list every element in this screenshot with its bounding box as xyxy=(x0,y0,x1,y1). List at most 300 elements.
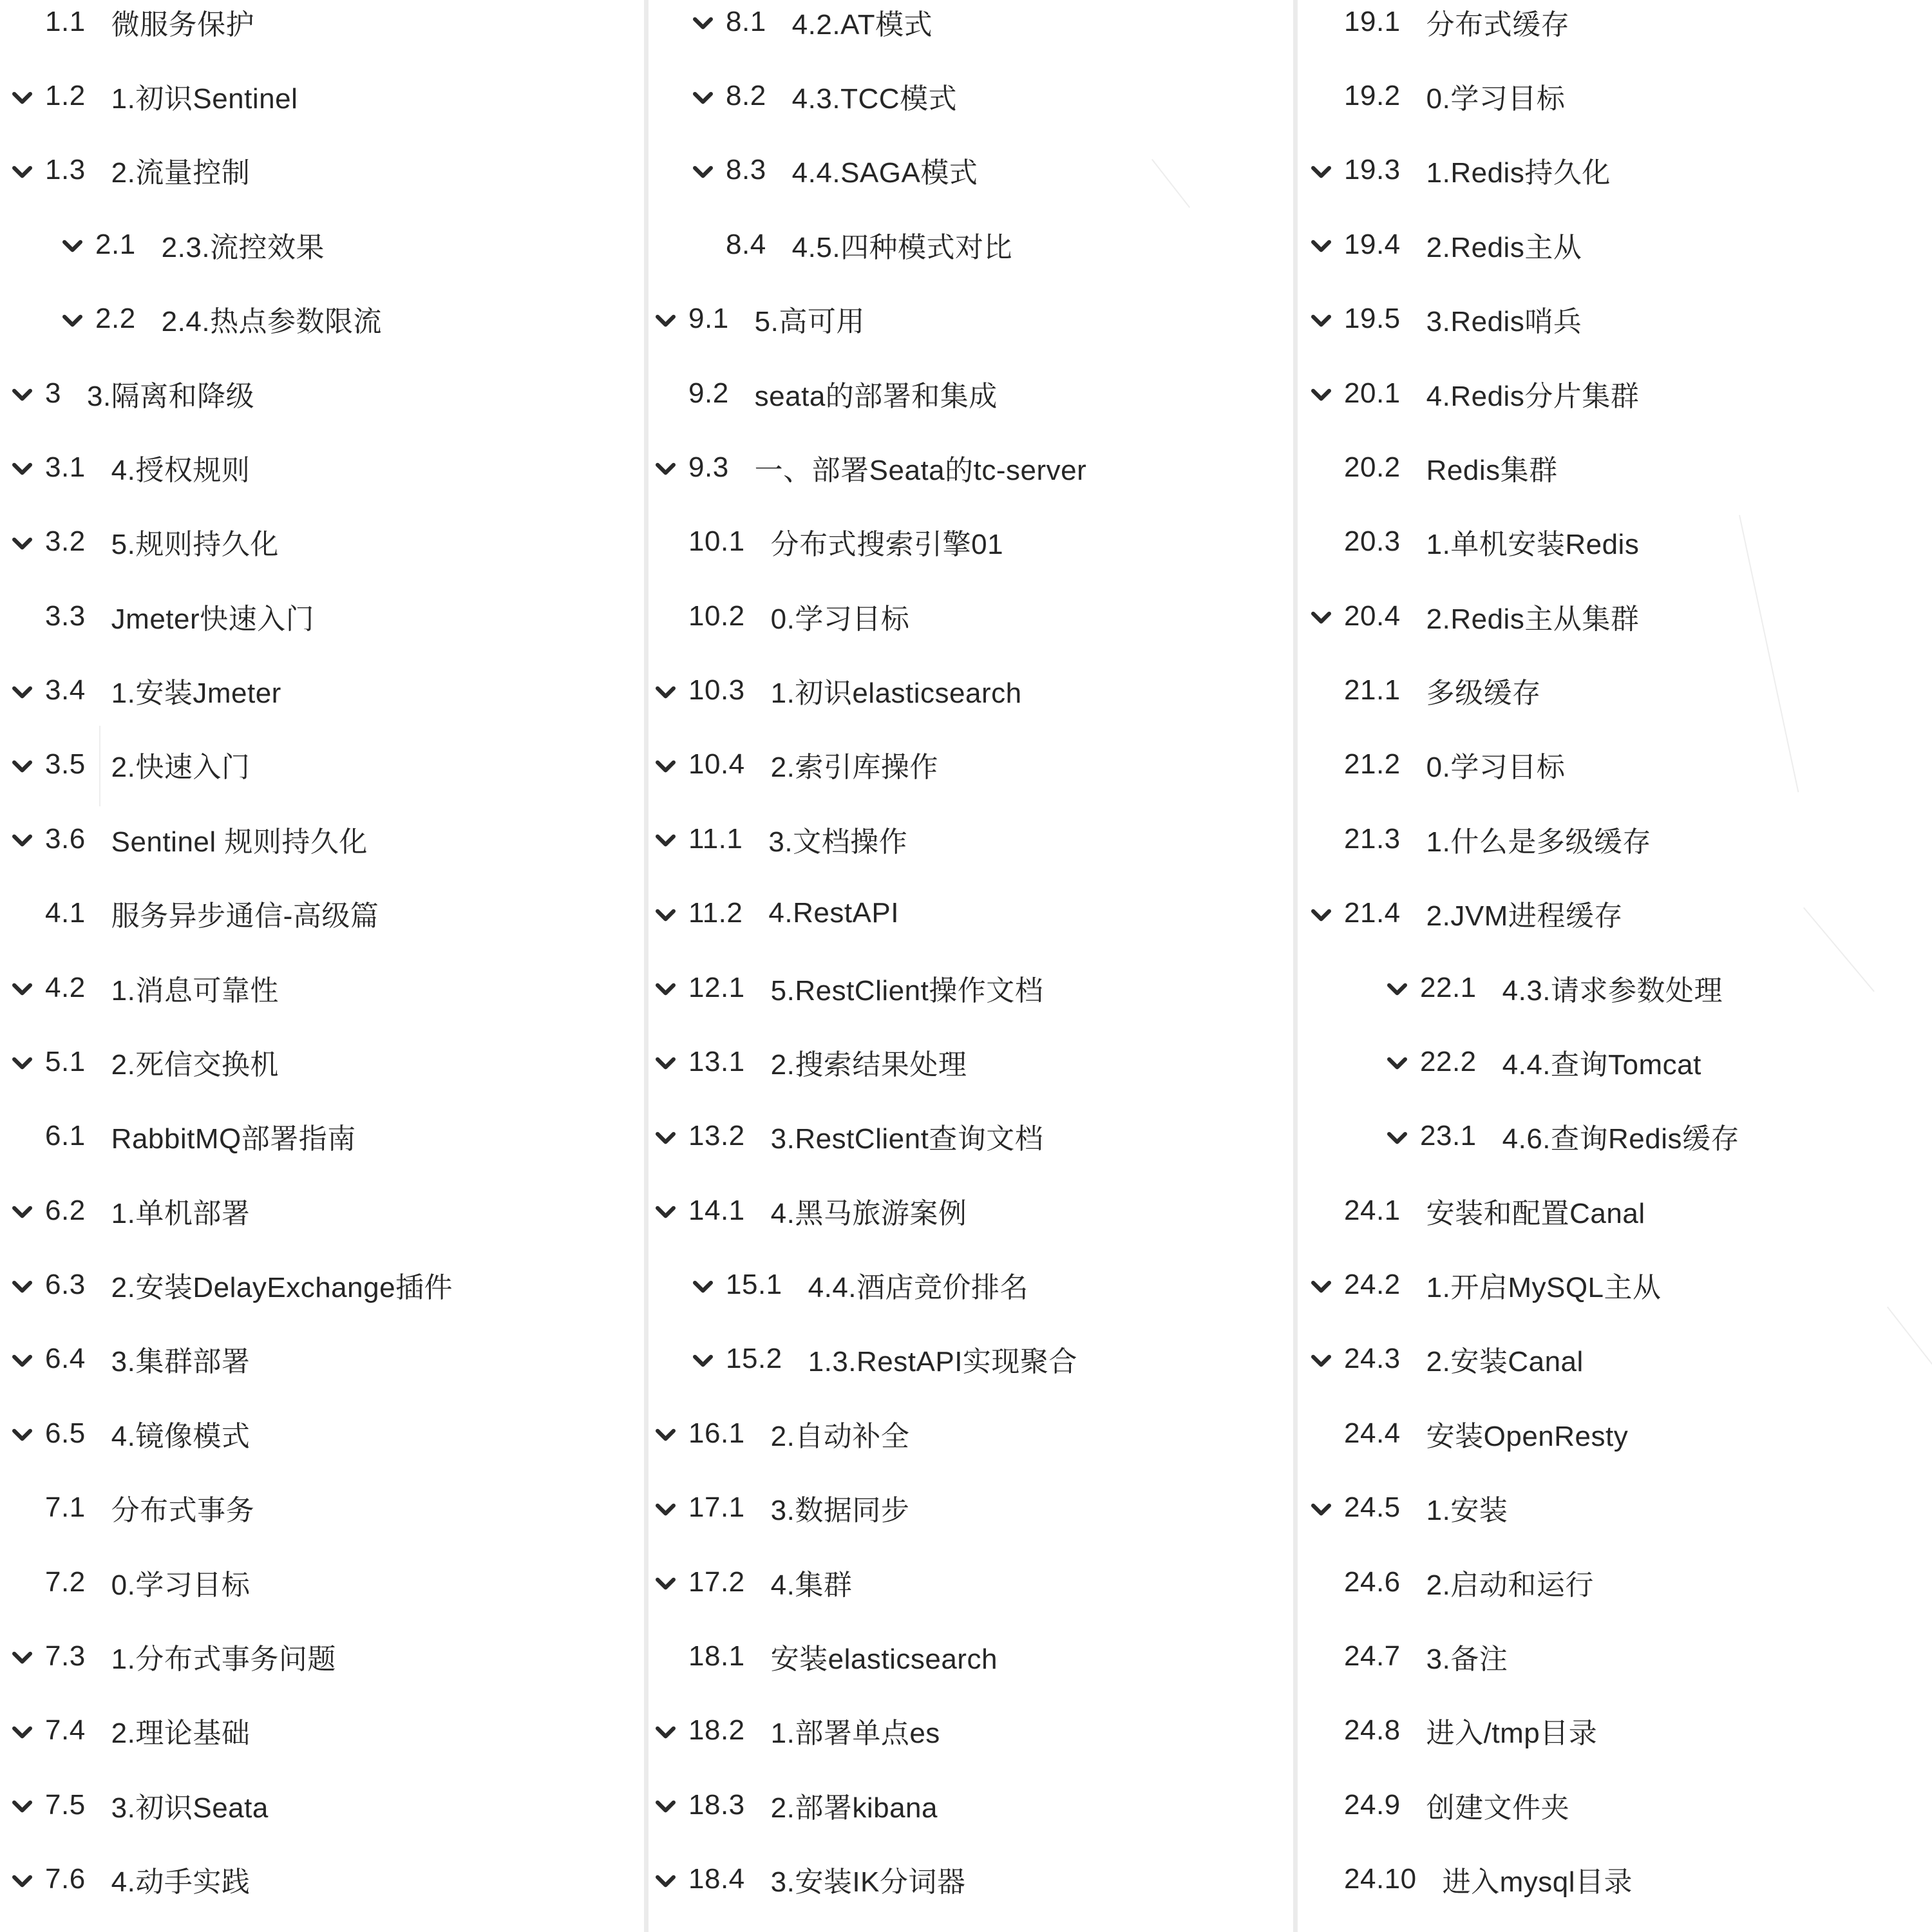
toc-item-title: Redis集群 xyxy=(1426,454,1558,486)
chevron-down-icon[interactable] xyxy=(1311,1503,1344,1517)
toc-item-title: 4.RestAPI xyxy=(768,897,899,929)
toc-item-title: 3.隔离和降级 xyxy=(86,380,255,412)
toc-item-number: 24.5 xyxy=(1344,1492,1401,1524)
chevron-down-icon[interactable] xyxy=(1311,1280,1344,1294)
toc-item[interactable] xyxy=(1311,430,1931,504)
toc-item-number: 3 xyxy=(45,377,61,409)
chevron-down-icon[interactable] xyxy=(12,388,45,402)
toc-item-number: 19.2 xyxy=(1344,80,1401,112)
toc-item-number: 23.1 xyxy=(1420,1120,1477,1152)
toc-item[interactable] xyxy=(655,579,1293,653)
toc-item[interactable] xyxy=(1311,1545,1931,1619)
toc-item-number: 24.1 xyxy=(1344,1194,1401,1226)
toc-item[interactable] xyxy=(1311,0,1931,59)
toc-item[interactable] xyxy=(1311,133,1931,207)
toc-item-number: 10.1 xyxy=(688,526,745,558)
toc-item-number: 11.1 xyxy=(688,822,743,855)
chevron-down-icon[interactable] xyxy=(1311,760,1344,773)
toc-item-number: 1.2 xyxy=(45,80,86,112)
toc-item[interactable] xyxy=(655,1396,1293,1470)
toc-item-number: 15.2 xyxy=(726,1343,782,1375)
toc-item-number: 21.3 xyxy=(1344,822,1401,855)
toc-item-title: 2.安装DelayExchange插件 xyxy=(111,1272,453,1304)
toc-item-number: 24.8 xyxy=(1344,1714,1401,1747)
toc-item-title: 分布式事务 xyxy=(111,1495,255,1527)
toc-item[interactable] xyxy=(655,653,1293,727)
toc-item[interactable] xyxy=(12,1173,644,1247)
toc-item-title: 2.快速入门 xyxy=(111,752,251,784)
chevron-down-icon[interactable] xyxy=(655,1503,688,1517)
toc-item-title: 5.RestClient操作文档 xyxy=(770,974,1044,1007)
toc-item[interactable] xyxy=(655,1322,1293,1396)
toc-item-title: 进入mysql目录 xyxy=(1442,1866,1633,1899)
toc-item-number: 12.1 xyxy=(688,971,745,1003)
toc-item-title: 4.动手实践 xyxy=(111,1866,251,1899)
chevron-down-icon[interactable] xyxy=(1311,166,1344,179)
toc-item[interactable] xyxy=(12,356,644,430)
toc-item-title: 2.3.流控效果 xyxy=(161,231,325,263)
chevron-down-icon[interactable] xyxy=(692,1354,726,1368)
chevron-down-icon[interactable] xyxy=(655,1206,688,1219)
toc-item[interactable] xyxy=(1311,1322,1931,1396)
toc-item-number: 21.1 xyxy=(1344,674,1401,706)
toc-item-title: 3.安装IK分词器 xyxy=(770,1866,966,1899)
toc-item[interactable] xyxy=(1311,1768,1931,1842)
column-divider xyxy=(644,0,649,1932)
toc-item-title: 1.部署单点es xyxy=(770,1718,940,1750)
toc-item-title: 4.4.查询Tomcat xyxy=(1502,1048,1701,1081)
toc-item-number: 9.3 xyxy=(688,451,729,483)
toc-item-title: 4.Redis分片集群 xyxy=(1426,380,1640,412)
toc-item-title: 1.分布式事务问题 xyxy=(111,1643,336,1675)
toc-item-number: 18.2 xyxy=(688,1714,745,1747)
chevron-down-icon[interactable] xyxy=(1387,983,1420,996)
chevron-down-icon[interactable] xyxy=(12,1057,45,1070)
chevron-down-icon[interactable] xyxy=(692,17,726,30)
chevron-down-icon[interactable] xyxy=(1387,1057,1420,1070)
toc-item[interactable] xyxy=(655,505,1293,579)
chevron-down-icon[interactable] xyxy=(1311,1206,1344,1219)
toc-item[interactable] xyxy=(1311,356,1931,430)
toc-item-number: 7.4 xyxy=(45,1714,86,1747)
chevron-down-icon[interactable] xyxy=(12,166,45,179)
toc-item-number: 10.4 xyxy=(688,748,745,781)
toc-item-number: 20.4 xyxy=(1344,600,1401,632)
toc-item-title: 1.Redis持久化 xyxy=(1426,157,1611,189)
toc-item[interactable] xyxy=(12,207,644,281)
toc-item-title: 2.Redis主从集群 xyxy=(1426,603,1640,635)
toc-item-title: 2.理论基础 xyxy=(111,1718,251,1750)
toc-item[interactable] xyxy=(12,59,644,133)
toc-item[interactable] xyxy=(12,1396,644,1470)
toc-item-title: 4.3.请求参数处理 xyxy=(1502,974,1723,1007)
toc-item-title: 1.初识Sentinel xyxy=(111,83,298,115)
toc-item[interactable] xyxy=(655,1471,1293,1545)
toc-item-number: 7.2 xyxy=(45,1566,86,1598)
toc-item-title: 一、部署Seata的tc-server xyxy=(754,454,1087,486)
chevron-down-icon[interactable] xyxy=(655,1577,688,1591)
toc-item-number: 20.1 xyxy=(1344,377,1401,409)
chevron-down-icon[interactable] xyxy=(12,834,45,848)
toc-item-title: RabbitMQ部署指南 xyxy=(111,1123,356,1155)
toc-item-number: 1.3 xyxy=(45,154,86,186)
toc-item-number: 24.7 xyxy=(1344,1640,1401,1672)
chevron-down-icon[interactable] xyxy=(12,1651,45,1665)
chevron-down-icon[interactable] xyxy=(1311,1651,1344,1665)
toc-item-number: 7.1 xyxy=(45,1492,86,1524)
toc-item[interactable] xyxy=(1311,802,1931,876)
toc-item-title: 1.开启MySQL主从 xyxy=(1426,1272,1662,1304)
chevron-down-icon[interactable] xyxy=(12,1354,45,1368)
column-divider xyxy=(1293,0,1298,1932)
chevron-down-icon[interactable] xyxy=(1387,1132,1420,1145)
toc-item[interactable] xyxy=(1311,1842,1931,1916)
toc-item-title: 2.部署kibana xyxy=(770,1792,938,1824)
chevron-down-icon[interactable] xyxy=(1311,462,1344,476)
toc-item-number: 8.3 xyxy=(726,154,766,186)
toc-item-title: 2.4.热点参数限流 xyxy=(161,306,383,338)
toc-item-title: 3.集群部署 xyxy=(111,1346,251,1378)
toc-item-title: 2.JVM进程缓存 xyxy=(1426,900,1623,933)
toc-item-title: 2.自动补全 xyxy=(770,1420,910,1452)
toc-item-number: 17.1 xyxy=(688,1492,745,1524)
chevron-down-icon[interactable] xyxy=(655,909,688,922)
toc-item-number: 7.3 xyxy=(45,1640,86,1672)
toc-item[interactable] xyxy=(12,876,644,951)
toc-item[interactable] xyxy=(655,728,1293,802)
toc-item-number: 20.2 xyxy=(1344,451,1401,483)
toc-item-number: 13.1 xyxy=(688,1045,745,1077)
toc-item-title: 3.RestClient查询文档 xyxy=(770,1123,1044,1155)
toc-item-title: 1.什么是多级缓存 xyxy=(1426,826,1651,858)
chevron-down-icon[interactable] xyxy=(12,1206,45,1219)
toc-item-number: 3.2 xyxy=(45,526,86,558)
toc-item[interactable] xyxy=(12,579,644,653)
chevron-down-icon[interactable] xyxy=(1311,1726,1344,1739)
chevron-down-icon[interactable] xyxy=(655,760,688,773)
chevron-down-icon[interactable] xyxy=(655,1875,688,1888)
chevron-down-icon[interactable] xyxy=(1311,314,1344,328)
toc-item-title: 3.备注 xyxy=(1426,1643,1508,1675)
toc-item[interactable] xyxy=(12,1322,644,1396)
toc-item[interactable] xyxy=(655,1694,1293,1768)
toc-item-number: 24.4 xyxy=(1344,1417,1401,1449)
toc-item-title: 1.单机部署 xyxy=(111,1197,251,1229)
chevron-down-icon[interactable] xyxy=(655,834,688,848)
chevron-down-icon[interactable] xyxy=(1311,1875,1344,1888)
toc-item-number: 18.1 xyxy=(688,1640,745,1672)
toc-item-title: 2.索引库操作 xyxy=(770,752,938,784)
toc-item-number: 9.2 xyxy=(688,377,729,409)
chevron-down-icon[interactable] xyxy=(655,462,688,476)
toc-item[interactable] xyxy=(1311,653,1931,727)
chevron-down-icon[interactable] xyxy=(655,983,688,996)
toc-item[interactable] xyxy=(12,430,644,504)
toc-item-title: 3.文档操作 xyxy=(768,826,908,858)
chevron-down-icon[interactable] xyxy=(1311,240,1344,253)
toc-item-title: 4.集群 xyxy=(770,1569,853,1601)
toc-item[interactable] xyxy=(12,1025,644,1099)
toc-item[interactable] xyxy=(655,0,1293,59)
chevron-down-icon[interactable] xyxy=(692,1280,726,1294)
chevron-down-icon[interactable] xyxy=(655,388,688,402)
toc-item[interactable] xyxy=(655,1842,1293,1916)
chevron-down-icon[interactable] xyxy=(692,166,726,179)
chevron-down-icon[interactable] xyxy=(1311,91,1344,105)
toc-item-title: 5.高可用 xyxy=(754,306,865,338)
chevron-down-icon[interactable] xyxy=(655,1800,688,1814)
chevron-down-icon[interactable] xyxy=(12,1726,45,1739)
toc-item[interactable] xyxy=(655,282,1293,356)
toc-item[interactable] xyxy=(655,1099,1293,1173)
toc-item-number: 20.3 xyxy=(1344,526,1401,558)
toc-item-number: 3.4 xyxy=(45,674,86,706)
toc-item[interactable] xyxy=(12,728,644,802)
toc-item[interactable] xyxy=(1311,207,1931,281)
toc-item-title: 4.镜像模式 xyxy=(111,1420,251,1452)
toc-item-title: 创建文件夹 xyxy=(1426,1792,1570,1824)
toc-item-number: 19.4 xyxy=(1344,228,1401,260)
toc-item-title: 分布式缓存 xyxy=(1426,8,1570,41)
toc-item[interactable] xyxy=(1311,728,1931,802)
toc-item-number: 10.3 xyxy=(688,674,745,706)
toc-item-title: 安装OpenResty xyxy=(1426,1420,1629,1452)
chevron-down-icon[interactable] xyxy=(12,537,45,551)
toc-item[interactable] xyxy=(1311,1247,1931,1321)
toc-item[interactable] xyxy=(655,1768,1293,1842)
toc-item[interactable] xyxy=(12,1545,644,1619)
toc-item[interactable] xyxy=(12,1247,644,1321)
chevron-down-icon[interactable] xyxy=(655,1057,688,1070)
toc-item-title: 0.学习目标 xyxy=(111,1569,251,1601)
toc-item[interactable] xyxy=(12,282,644,356)
toc-item-number: 3.1 xyxy=(45,451,86,483)
toc-item-number: 24.10 xyxy=(1344,1863,1417,1895)
toc-item-number: 19.5 xyxy=(1344,303,1401,335)
toc-item-number: 8.1 xyxy=(726,5,766,37)
toc-column-3 xyxy=(1298,0,1931,1917)
toc-item[interactable] xyxy=(655,133,1293,207)
chevron-down-icon[interactable] xyxy=(655,1726,688,1739)
toc-item-number: 5.1 xyxy=(45,1045,86,1077)
toc-item[interactable] xyxy=(12,653,644,727)
toc-item-title: 进入/tmp目录 xyxy=(1426,1718,1598,1750)
toc-item[interactable] xyxy=(655,1545,1293,1619)
chevron-down-icon[interactable] xyxy=(12,91,45,105)
toc-item-title: 3.Redis哨兵 xyxy=(1426,306,1582,338)
toc-item-number: 13.2 xyxy=(688,1120,745,1152)
toc-item-number: 8.4 xyxy=(726,228,766,260)
toc-item[interactable] xyxy=(1311,1396,1931,1470)
chevron-down-icon[interactable] xyxy=(1311,537,1344,551)
toc-item-number: 19.3 xyxy=(1344,154,1401,186)
toc-item[interactable] xyxy=(12,951,644,1025)
toc-item[interactable] xyxy=(1311,579,1931,653)
toc-item-title: 1.消息可靠性 xyxy=(111,974,279,1007)
toc-item-number: 9.1 xyxy=(688,303,729,335)
toc-item[interactable] xyxy=(655,876,1293,951)
toc-item-number: 10.2 xyxy=(688,600,745,632)
toc-item-title: 安装elasticsearch xyxy=(770,1643,998,1675)
toc-item-title: 0.学习目标 xyxy=(1426,83,1566,115)
chevron-down-icon[interactable] xyxy=(655,537,688,551)
toc-item-number: 6.5 xyxy=(45,1417,86,1449)
toc-item-number: 17.2 xyxy=(688,1566,745,1598)
toc-item[interactable] xyxy=(655,1173,1293,1247)
chevron-down-icon[interactable] xyxy=(655,1132,688,1145)
toc-item[interactable] xyxy=(12,0,644,59)
toc-item[interactable] xyxy=(12,1471,644,1545)
toc-item[interactable] xyxy=(655,1247,1293,1321)
toc-item-title: 5.规则持久化 xyxy=(111,529,279,561)
chevron-down-icon[interactable] xyxy=(655,1428,688,1442)
toc-item-title: 4.4.酒店竞价排名 xyxy=(808,1272,1029,1304)
toc-item-number: 24.3 xyxy=(1344,1343,1401,1375)
toc-item[interactable] xyxy=(1311,1619,1931,1693)
toc-item-number: 15.1 xyxy=(726,1269,782,1301)
toc-item[interactable] xyxy=(12,1619,644,1693)
toc-item[interactable] xyxy=(12,505,644,579)
chevron-down-icon[interactable] xyxy=(1311,611,1344,625)
chevron-down-icon[interactable] xyxy=(1311,686,1344,699)
toc-item-title: 服务异步通信-高级篇 xyxy=(111,900,379,933)
chevron-down-icon[interactable] xyxy=(1311,388,1344,402)
toc-item[interactable] xyxy=(1311,282,1931,356)
toc-item-title: 4.黑马旅游案例 xyxy=(770,1197,967,1229)
toc-item[interactable] xyxy=(1311,1173,1931,1247)
toc-item[interactable] xyxy=(655,430,1293,504)
toc-item-title: 3.初识Seata xyxy=(111,1792,269,1824)
toc-item-number: 6.2 xyxy=(45,1194,86,1226)
toc-item-title: 3.数据同步 xyxy=(770,1495,910,1527)
toc-item-number: 18.4 xyxy=(688,1863,745,1895)
chevron-down-icon[interactable] xyxy=(12,686,45,699)
toc-item[interactable] xyxy=(1311,1694,1931,1768)
toc-item[interactable] xyxy=(12,802,644,876)
toc-item-title: 4.6.查询Redis缓存 xyxy=(1502,1123,1740,1155)
toc-item[interactable] xyxy=(12,1768,644,1842)
toc-item[interactable] xyxy=(1311,1025,1931,1099)
toc-item-number: 4.2 xyxy=(45,971,86,1003)
toc-item-title: 0.学习目标 xyxy=(1426,752,1566,784)
toc-item-number: 19.1 xyxy=(1344,5,1401,37)
toc-item-number: 24.6 xyxy=(1344,1566,1401,1598)
toc-item-number: 7.6 xyxy=(45,1863,86,1895)
toc-item[interactable] xyxy=(1311,505,1931,579)
chevron-down-icon[interactable] xyxy=(12,611,45,625)
toc-item[interactable] xyxy=(1311,1471,1931,1545)
toc-item-number: 3.5 xyxy=(45,748,86,781)
toc-item-number: 7.5 xyxy=(45,1788,86,1821)
toc-item-number: 22.2 xyxy=(1420,1045,1477,1077)
chevron-down-icon[interactable] xyxy=(1311,1354,1344,1368)
chevron-down-icon[interactable] xyxy=(12,1503,45,1517)
toc-item[interactable] xyxy=(12,1842,644,1916)
toc-item-number: 3.6 xyxy=(45,822,86,855)
toc-item-title: 2.Redis主从 xyxy=(1426,231,1582,263)
toc-item-number: 6.4 xyxy=(45,1343,86,1375)
toc-item-number: 2.2 xyxy=(95,303,136,335)
toc-item[interactable] xyxy=(12,1694,644,1768)
toc-item-number: 16.1 xyxy=(688,1417,745,1449)
toc-item[interactable] xyxy=(655,207,1293,281)
chevron-down-icon[interactable] xyxy=(655,686,688,699)
chevron-down-icon[interactable] xyxy=(1311,1800,1344,1814)
chevron-down-icon[interactable] xyxy=(1311,834,1344,848)
toc-item-number: 24.2 xyxy=(1344,1269,1401,1301)
chevron-down-icon[interactable] xyxy=(12,1875,45,1888)
toc-item-title: 4.3.TCC模式 xyxy=(791,83,957,115)
chevron-down-icon[interactable] xyxy=(12,1800,45,1814)
toc-item-title: 4.授权规则 xyxy=(111,454,251,486)
toc-item-number: 1.1 xyxy=(45,5,86,37)
toc-item[interactable] xyxy=(655,1025,1293,1099)
toc-item-number: 22.1 xyxy=(1420,971,1477,1003)
toc-item-number: 2.1 xyxy=(95,228,136,260)
chevron-down-icon[interactable] xyxy=(12,462,45,476)
toc-item-title: 2.启动和运行 xyxy=(1426,1569,1594,1601)
chevron-down-icon[interactable] xyxy=(12,983,45,996)
watermark-line xyxy=(99,726,100,806)
toc-item-title: 多级缓存 xyxy=(1426,677,1541,710)
chevron-down-icon[interactable] xyxy=(655,314,688,328)
chevron-down-icon[interactable] xyxy=(1311,1577,1344,1591)
chevron-down-icon[interactable] xyxy=(1311,909,1344,922)
chevron-down-icon[interactable] xyxy=(12,1280,45,1294)
toc-item-title: 1.安装Jmeter xyxy=(111,677,281,710)
chevron-down-icon[interactable] xyxy=(62,314,95,328)
chevron-down-icon[interactable] xyxy=(1311,17,1344,30)
toc-column-1 xyxy=(0,0,644,1917)
toc-item-number: 24.9 xyxy=(1344,1788,1401,1821)
toc-item[interactable] xyxy=(12,1099,644,1173)
toc-item[interactable] xyxy=(655,1619,1293,1693)
chevron-down-icon[interactable] xyxy=(12,1577,45,1591)
toc-item-number: 18.3 xyxy=(688,1788,745,1821)
chevron-down-icon[interactable] xyxy=(692,240,726,253)
toc-item[interactable] xyxy=(1311,876,1931,951)
chevron-down-icon[interactable] xyxy=(1311,1428,1344,1442)
chevron-down-icon[interactable] xyxy=(12,1132,45,1145)
toc-item-title: 4.2.AT模式 xyxy=(791,8,933,41)
toc-item-number: 8.2 xyxy=(726,80,766,112)
chevron-down-icon[interactable] xyxy=(12,1428,45,1442)
toc-item[interactable] xyxy=(1311,1099,1931,1173)
toc-item-title: Sentinel 规则持久化 xyxy=(111,826,368,858)
chevron-down-icon[interactable] xyxy=(655,611,688,625)
toc-item[interactable] xyxy=(1311,59,1931,133)
toc-item-title: 2.死信交换机 xyxy=(111,1048,279,1081)
toc-item-title: 2.安装Canal xyxy=(1426,1346,1584,1378)
chevron-down-icon[interactable] xyxy=(12,760,45,773)
chevron-down-icon[interactable] xyxy=(655,1651,688,1665)
chevron-down-icon[interactable] xyxy=(12,909,45,922)
toc-item[interactable] xyxy=(12,133,644,207)
toc-item[interactable] xyxy=(655,802,1293,876)
chevron-down-icon[interactable] xyxy=(12,17,45,30)
toc-item-number: 3.3 xyxy=(45,600,86,632)
toc-item-number: 6.1 xyxy=(45,1120,86,1152)
toc-item-title: 2.搜索结果处理 xyxy=(770,1048,967,1081)
chevron-down-icon[interactable] xyxy=(692,91,726,105)
toc-item[interactable] xyxy=(655,356,1293,430)
toc-item-title: 1.初识elasticsearch xyxy=(770,677,1022,710)
toc-item[interactable] xyxy=(655,951,1293,1025)
toc-item[interactable] xyxy=(1311,951,1931,1025)
toc-item[interactable] xyxy=(655,59,1293,133)
toc-item-number: 14.1 xyxy=(688,1194,745,1226)
chevron-down-icon[interactable] xyxy=(62,240,95,253)
